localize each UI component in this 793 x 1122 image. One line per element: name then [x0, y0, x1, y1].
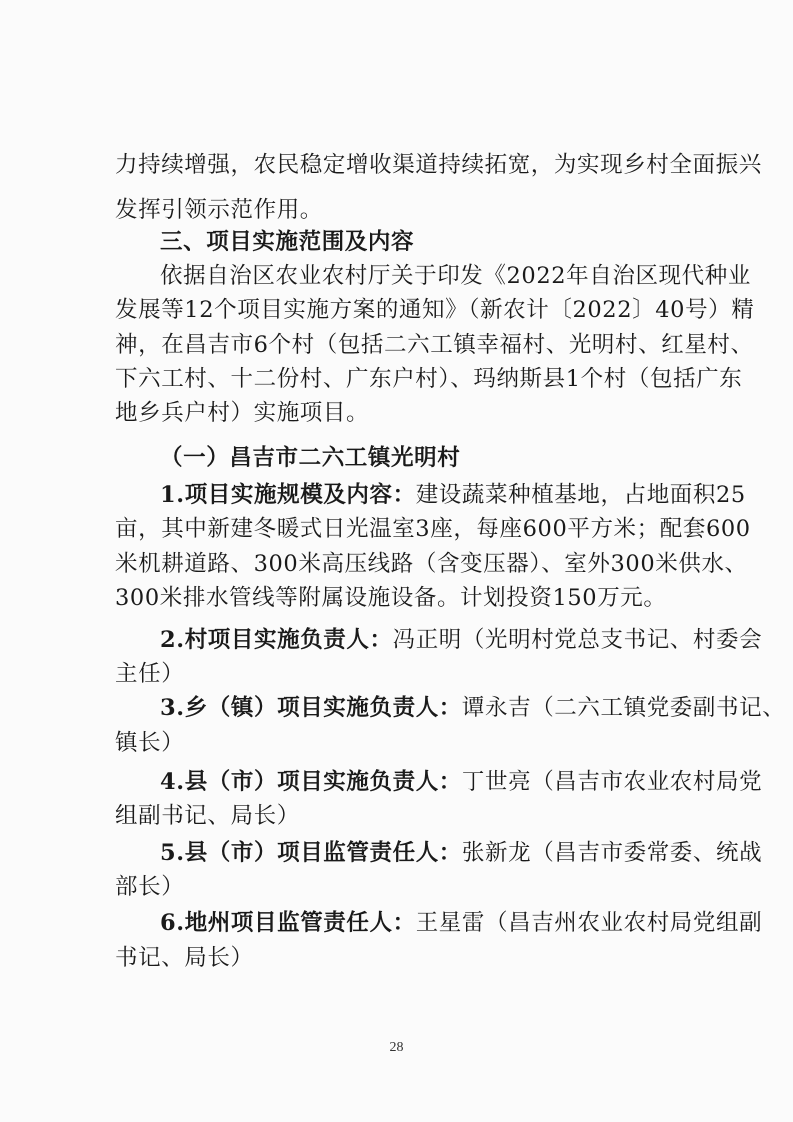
line-text: 300米排水管线等附属设施设备。计划投资150万元。 — [115, 585, 667, 611]
paragraph-line — [160, 625, 762, 655]
line-text: 王星雷（昌吉州农业农村局党组副 — [415, 910, 763, 936]
line-text: 冯正明（光明村党总支书记、村委会 — [392, 627, 763, 653]
line-text: 丁世亮（昌吉市农业农村局党 — [461, 769, 763, 795]
item-label: 1.项目实施规模及内容： — [160, 482, 416, 508]
heading-text: 三、项目实施范围及内容 — [160, 229, 415, 255]
paragraph-line — [115, 364, 742, 394]
line-text: 力持续增强，农民稳定增收渠道持续拓宽，为实现乡村全面振兴 — [115, 152, 762, 178]
paragraph-line — [160, 908, 762, 938]
paragraph-line — [115, 549, 748, 579]
line-text: 发展等12个项目实施方案的通知》（新农计〔2022〕40号）精 — [115, 297, 755, 323]
line-text: 下六工村、十二份村、广东户村）、玛纳斯县1个村（包括广东 — [115, 366, 743, 392]
item-label: 5.县（市）项目监管责任人： — [160, 840, 462, 866]
line-text: 建设蔬菜种植基地，占地面积25 — [415, 482, 746, 508]
paragraph-line — [115, 872, 184, 902]
line-text: 亩，其中新建冬暖式日光温室3座，每座600平方米；配套600 — [115, 516, 751, 542]
item-label: 6.地州项目监管责任人： — [160, 910, 416, 936]
line-text: 依据自治区农业农村厅关于印发《2022年自治区现代种业 — [160, 263, 751, 289]
line-text: 组副书记、局长） — [115, 803, 300, 829]
page-number: 28 — [389, 1040, 404, 1055]
line-text: 谭永吉（二六工镇党委副书记、 — [461, 695, 786, 721]
paragraph-line — [115, 330, 754, 360]
paragraph-line — [115, 583, 667, 613]
paragraph-line — [115, 398, 369, 428]
heading-text: （一）昌吉市二六工镇光明村 — [160, 445, 461, 471]
paragraph-line — [115, 295, 754, 325]
paragraph-line — [160, 693, 785, 723]
paragraph-line — [160, 767, 762, 797]
line-text: 神，在昌吉市6个村（包括二六工镇幸福村、光明村、红星村、 — [115, 332, 754, 358]
paragraph-line — [115, 150, 762, 180]
paragraph-line — [160, 838, 762, 868]
line-text: 米机耕道路、300米高压线路（含变压器）、室外300米供水、 — [115, 551, 748, 577]
line-text: 部长） — [115, 874, 185, 900]
paragraph-line — [115, 659, 184, 689]
paragraph-line — [115, 195, 323, 225]
paragraph-line — [115, 801, 300, 831]
paragraph-line — [160, 261, 751, 291]
line-text: 张新龙（昌吉市委常委、统战 — [461, 840, 763, 866]
paragraph-line — [115, 943, 254, 973]
section-heading — [160, 227, 414, 257]
item-label: 2.村项目实施负责人： — [160, 627, 393, 653]
line-text: 书记、局长） — [115, 945, 254, 971]
paragraph-line — [115, 514, 751, 544]
item-label: 4.县（市）项目实施负责人： — [160, 769, 462, 795]
line-text: 地乡兵户村）实施项目。 — [115, 400, 370, 426]
paragraph-line — [160, 480, 746, 510]
line-text: 镇长） — [115, 730, 185, 756]
subsection-heading — [160, 443, 460, 473]
line-text: 主任） — [115, 661, 185, 687]
paragraph-line — [115, 728, 184, 758]
item-label: 3.乡（镇）项目实施负责人： — [160, 695, 462, 721]
line-text: 发挥引领示范作用。 — [115, 197, 323, 223]
